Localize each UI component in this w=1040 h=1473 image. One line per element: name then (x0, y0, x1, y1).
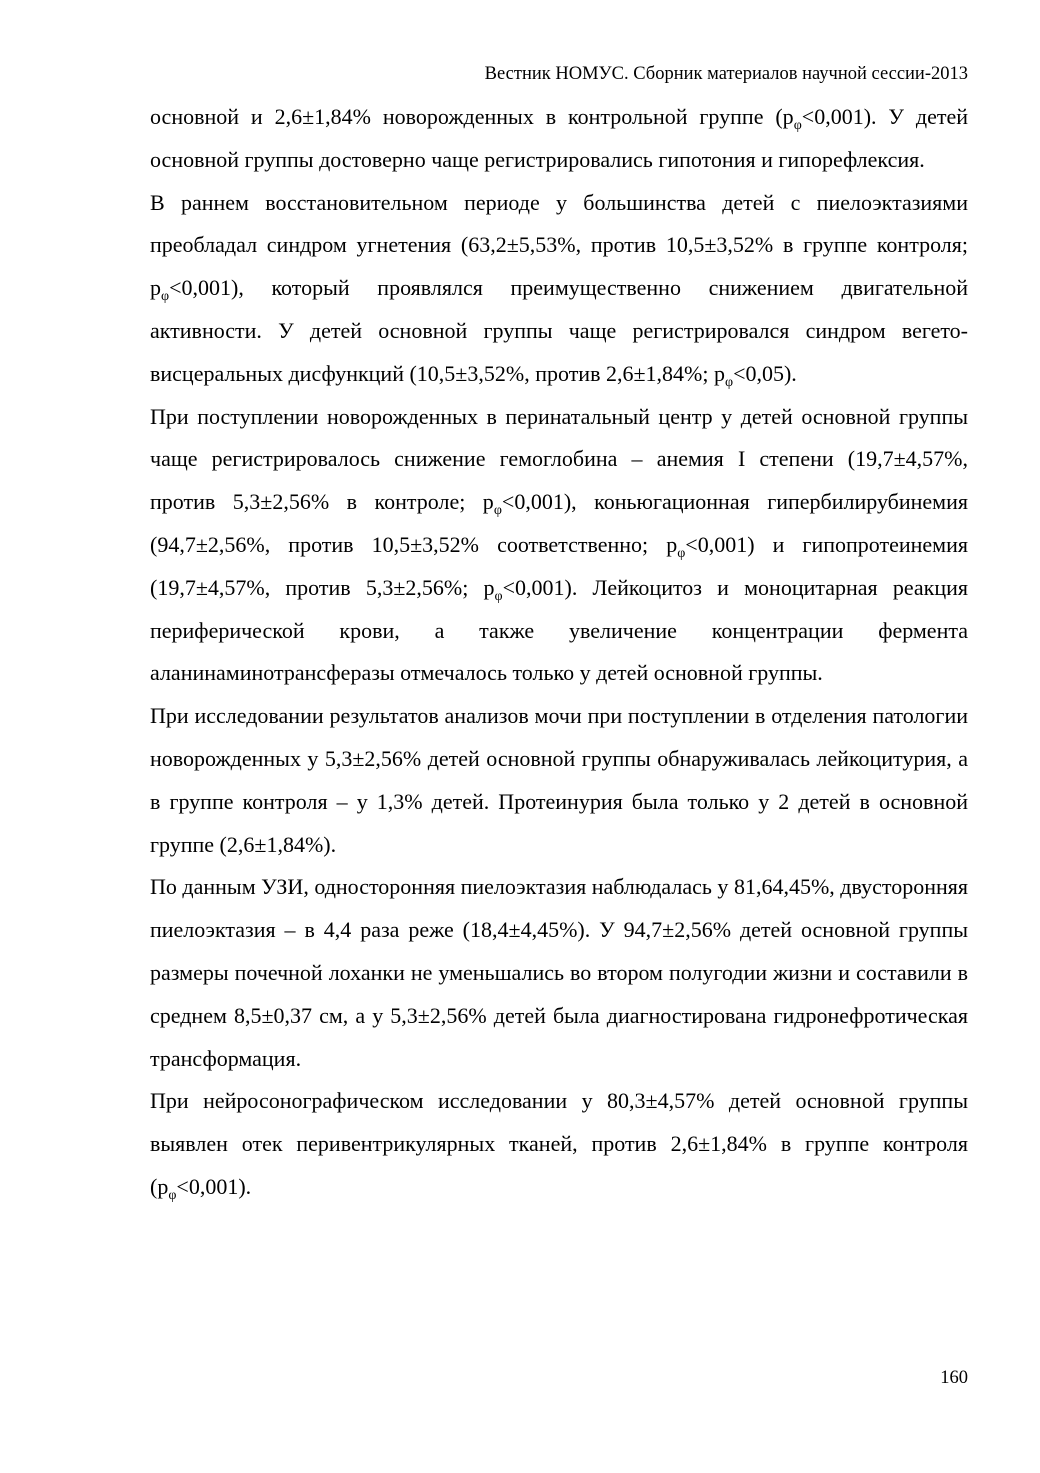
paragraph-early-recovery (150, 182, 968, 396)
text-segment: При исследовании результатов анализов мочи при поступлении в отделения патологии новорожденных у 5,3±2,56% детей основной группы обнаруживалась лейкоцитурия, а в группе контроля – у 1,3% детей. Протеинурия была только у 2 детей в основной группе (2,6±1,84%). (150, 703, 968, 857)
text-segment: <0,001). У детей основной группы достоверно чаще регистрировались гипотония и гипорефлексия. (150, 104, 968, 172)
subscript-phi: φ (494, 588, 503, 604)
text-segment: <0,001). Лейкоцитоз и моноцитарная реакция периферической крови, а также увеличение концентрации фермента аланинаминотрансферазы отмечалось только у детей основной группы. (150, 574, 969, 686)
text-segment: основной и 2,6±1,84% новорожденных в контрольной группе (p (150, 104, 794, 129)
text-segment: <0,001), который проявлялся преимущественно снижением двигательной активности. У детей основной группы чаще регистрировался синдром вегето-висцеральных дисфункций (10,5±3,52%, против 2,6±1,84%; p (150, 275, 968, 386)
subscript-phi: φ (677, 545, 686, 561)
running-header: Вестник НОМУС. Сборник материалов научной сессии-2013 (484, 64, 968, 84)
paragraph-ultrasound (150, 866, 968, 1080)
paragraph-admission-findings (150, 396, 968, 696)
subscript-phi: φ (168, 1187, 177, 1203)
text-segment: При нейросонографическом исследовании у 80,3±4,57% детей основной группы выявлен отек перивентрикулярных тканей, против 2,6±1,84% в группе контроля (p (150, 1088, 968, 1199)
text-segment: <0,001), коньюгационная гипербилирубинемия (94,7±2,56%, против 10,5±3,52% соответственно; p (150, 489, 968, 557)
subscript-phi: φ (493, 503, 502, 519)
body-text (150, 96, 968, 1209)
subscript-phi: φ (161, 289, 170, 305)
paragraph-urinalysis (150, 695, 968, 866)
subscript-phi: φ (724, 374, 734, 390)
subscript-phi: φ (793, 118, 802, 133)
text-segment: По данным УЗИ, односторонняя пиелоэктазия наблюдалась у 81,64,45%, двусторонняя пиелоэктазия – в 4,4 раза реже (18,4±4,45%). У 94,7±2,56% детей основной группы размеры почечной лоханки не уменьшались во втором полугодии жизни и составили в среднем 8,5±0,37 см, а у 5,3±2,56% детей была диагностирована гидронефротическая трансформация. (150, 874, 968, 1071)
text-segment: <0,001) и гипопротеинемия (19,7±4,57%, против 5,3±2,56%; p (150, 531, 968, 600)
text-segment: <0,05). (733, 360, 797, 386)
text-segment: В раннем восстановительном периоде у большинства детей с пиелоэктазиями преобладал синдром угнетения (63,2±5,53%, против 10,5±3,52% в группе контроля; p (150, 189, 968, 301)
paragraph-neurosonography (150, 1080, 968, 1208)
text-segment: <0,001). (176, 1173, 252, 1199)
text-segment: При поступлении новорожденных в перинатальный центр у детей основной группы чаще регистрировалось снижение гемоглобина – анемия I степени (19,7±4,57%, против 5,3±2,56% в контроле; p (150, 403, 968, 515)
page-number: 160 (940, 1368, 968, 1388)
paragraph-neonatal-groups (150, 96, 968, 182)
